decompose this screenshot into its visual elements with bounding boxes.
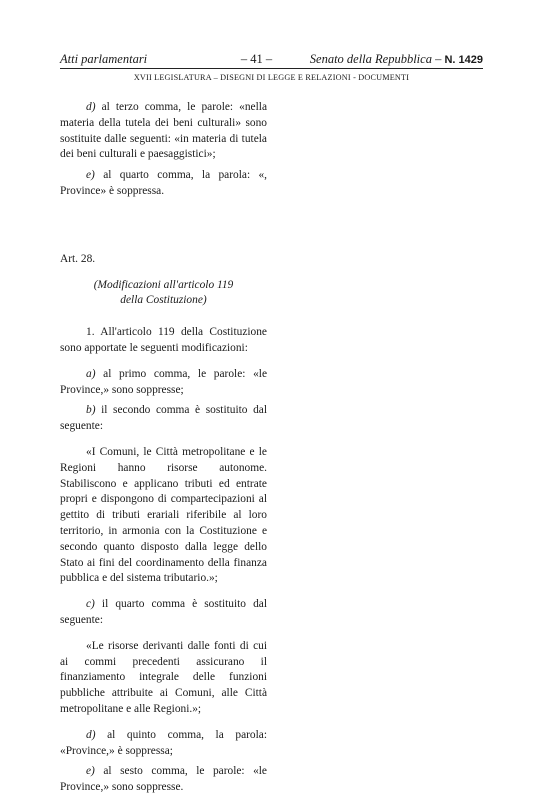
- article-title-line-1: (Modificazioni all'articolo 119: [93, 278, 234, 291]
- item-text: al quarto comma, la parola: «, Province» è soppressa.: [60, 169, 267, 197]
- item-text: il secondo comma è sostituito dal seguente:: [60, 404, 267, 433]
- quoted-text-1: «I Comuni, le Città metropolitane e le Regioni hanno risorse autonome. Stabiliscono e applicano tributi ed entrate propri e dispongono di compartecipazioni al gettito di tributi erariali riferibile al loro territorio, in armonia con la Costituzione e secondo quanto disposto dalla legge dello Stato ai fini del coordinamento della finanza pubblica e del sistema tributario.»;: [60, 445, 267, 585]
- paragraph-c: [60, 597, 267, 629]
- text-column: [60, 100, 267, 796]
- item-label: e): [86, 169, 95, 182]
- item-label: c): [86, 598, 95, 611]
- item-text: al primo comma, le parole: «le Province,» sono soppresse;: [60, 367, 267, 396]
- paragraph-b: [60, 403, 267, 435]
- paragraph-d2: [60, 728, 267, 760]
- quoted-text-2: «Le risorse derivanti dalle fonti di cui ai commi precedenti assicurano il finanziamento integrale delle funzioni pubbliche attribuite ai Comuni, alle Città metropolitane e alle Regioni.»;: [60, 639, 267, 715]
- item-text: al sesto comma, le parole: «le Province,» sono soppresse.: [60, 765, 267, 794]
- item-label: a): [86, 367, 96, 380]
- page-header: [60, 51, 483, 67]
- item-text: al quinto comma, la parola: «Province,» è soppressa;: [60, 728, 267, 757]
- paragraph-intro: 1. All'articolo 119 della Costituzione sono apportate le seguenti modificazioni:: [60, 326, 267, 354]
- item-label: d): [86, 728, 96, 741]
- header-senate: Senato della Repubblica –: [309, 52, 442, 66]
- article-title-line-2: della Costituzione): [120, 294, 207, 307]
- item-label: b): [86, 404, 96, 417]
- paragraph-a: [60, 367, 267, 399]
- page-number: – 41 –: [240, 52, 273, 66]
- paragraph-d: [60, 100, 267, 163]
- item-label: d): [86, 101, 96, 113]
- item-label: e): [86, 765, 95, 778]
- bill-number: N. 1429: [444, 54, 483, 66]
- article-number: Art. 28.: [60, 252, 96, 265]
- paragraph-e2: [60, 764, 267, 796]
- item-text: il quarto comma è sostituito dal seguente:: [60, 598, 267, 626]
- header-right: [310, 51, 483, 68]
- header-subtitle: XVII LEGISLATURA – DISEGNI DI LEGGE E RELAZIONI - DOCUMENTI: [133, 73, 410, 82]
- item-text: al terzo comma, le parole: «nella materia della tutela dei beni culturali» sono sostituite dalle seguenti: «in materia di tutela dei beni culturali e paesaggistici»;: [60, 101, 267, 161]
- header-rule: [60, 68, 483, 69]
- paragraph-e: [60, 168, 267, 200]
- header-left: Atti parlamentari: [60, 52, 148, 66]
